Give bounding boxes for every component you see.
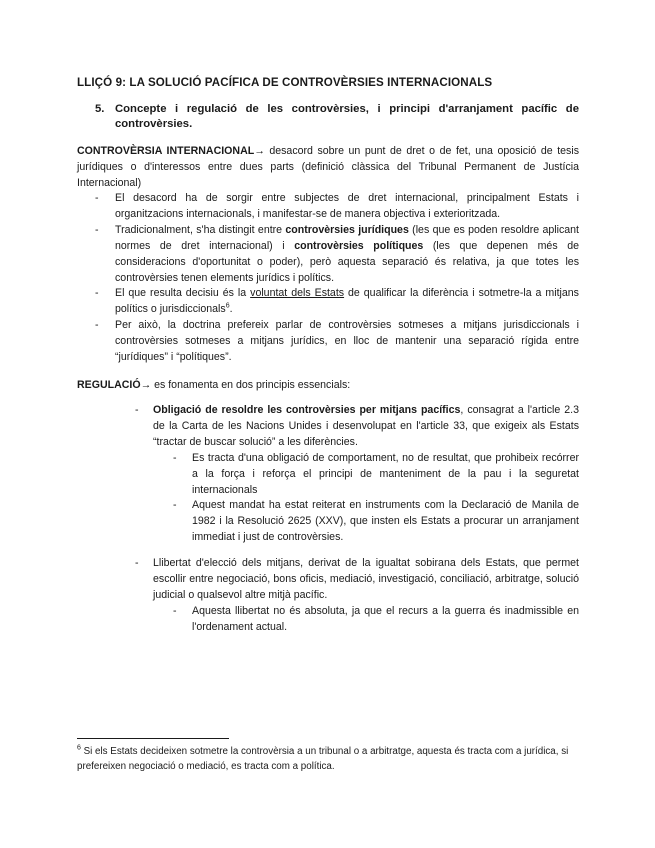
arrow-glyph: → (254, 145, 265, 157)
bold-term: controvèrsies jurídiques (285, 223, 409, 236)
definition-bullets (77, 191, 579, 366)
bold-term: controvèrsies polítiques (294, 239, 424, 252)
bullet-text: El que resulta decisiu és la (115, 287, 251, 300)
bullet-dash: - (173, 604, 177, 617)
bullet-item (77, 191, 579, 223)
bullet-text: Per això, la doctrina prefereix parlar de controvèrsies sotmeses a mitjans jurisdiccionals i controvèrsies sotmeses a mitjans jurídics, en lloc de mantenir una separació rígida entre “jurídiques” i “polítiques”. (115, 319, 579, 364)
bullet-dash: - (95, 223, 99, 236)
section-heading (95, 102, 579, 132)
footnote-ref[interactable]: 6 (225, 302, 230, 310)
bullet-item (77, 318, 579, 366)
bullet-dash: - (135, 557, 139, 569)
bullet-dash: - (95, 319, 99, 332)
sub-bullet-item (77, 498, 579, 546)
principle-title: Obligació de resoldre les controvèrsies per mitjans pacífics (153, 404, 461, 416)
principle-item (77, 556, 579, 604)
underlined-text: voluntat dels Estats (250, 287, 345, 300)
section-heading-text: Concepte i regulació de les controvèrsies, i principi d'arranjament pacífic de controvèrsies. (115, 103, 579, 130)
bullet-item (77, 223, 579, 287)
definition-text: desacord sobre un punt de dret o de fet, una oposició de tesis jurídiques o d'interessos entre dues parts (definició clàssica del Tribunal Permanent de Justícia Internacional) (77, 145, 579, 189)
sub-bullet-item (77, 451, 579, 499)
sub-bullet-item (77, 604, 579, 636)
footnote-text: Si els Estats decideixen sotmetre la controvèrsia a un tribunal o a arbitratge, aquesta és tracta com a jurídica, si prefereixen negociació o mediació, es tracta com a política. (77, 746, 569, 772)
bullet-text: Tradicionalment, s'ha distingit entre (115, 223, 286, 236)
bullet-text: (les que es poden resoldre aplicant normes de dret internacional) i (115, 223, 580, 252)
regulation-paragraph (77, 377, 579, 393)
bullet-text: (les que depenen més de consideracions d'oportunitat o poder), però aquesta separació és relativa, ja que totes les controvèrsies tenen elements jurídics i polítics. (115, 239, 579, 284)
sub-bullet-text: Aquest mandat ha estat reiterat en instruments com la Declaració de Manila de 1982 i la Resolució 2625 (XXV), que insten els Estats a procurar un arranjament immediat i just de controvèrsies. (192, 499, 579, 544)
bullet-dash: - (173, 499, 177, 512)
footnote (77, 745, 579, 774)
bullet-dash: - (95, 287, 99, 300)
regulation-text: es fonamenta en dos principis essencials: (151, 379, 351, 391)
sub-bullet-text: Es tracta d'una obligació de comportament, no de resultat, que prohibeix recórrer a la força i reforça el principi de manteniment de la pau i la seguretat internacionals (192, 451, 579, 496)
footnote-marker: 6 (77, 744, 81, 752)
regulation-term: REGULACIÓ (77, 379, 141, 391)
bullet-dash: - (173, 451, 177, 464)
principle-text: , consagrat a l'article 2.3 de la Carta de les Nacions Unides i desenvolupat en l'article 33, que exigeix als Estats “tractar de buscar solució” a les diferències. (153, 404, 579, 448)
principle-item (77, 403, 579, 451)
bullet-text: de qualificar la diferència i sotmetre-la a mitjans polítics o jurisdiccionals (115, 287, 579, 316)
lesson-title: LLIÇÓ 9: LA SOLUCIÓ PACÍFICA DE CONTROVÈRSIES INTERNACIONALS (77, 76, 493, 89)
footnote-separator (77, 738, 229, 739)
definition-term: CONTROVÈRSIA INTERNACIONAL (77, 145, 255, 157)
section-number: 5. (95, 103, 105, 115)
bullet-dash: - (135, 404, 139, 416)
principle-text: Llibertat d'elecció dels mitjans, derivat de la igualtat sobirana dels Estats, que permet escollir entre negociació, bons oficis, mediació, investigació, conciliació, arbitratge, solució judicial o qualsevol altre mitjà pacífic. (153, 557, 579, 601)
arrow-glyph: → (140, 379, 152, 391)
bullet-text: . (229, 303, 233, 316)
principle-2 (77, 556, 579, 636)
sub-bullet-text: Aquesta llibertat no és absoluta, ja que el recurs a la guerra és inadmissible en l'ordenament actual. (192, 604, 579, 633)
bullet-text: El desacord ha de sorgir entre subjectes de dret internacional, principalment Estats i organitzacions internacionals, i manifestar-se de manera objectiva i exterioritzada. (115, 192, 579, 220)
bullet-item (77, 286, 579, 318)
bullet-dash: - (95, 192, 99, 204)
definition-paragraph (77, 143, 579, 191)
principle-1 (77, 403, 579, 546)
